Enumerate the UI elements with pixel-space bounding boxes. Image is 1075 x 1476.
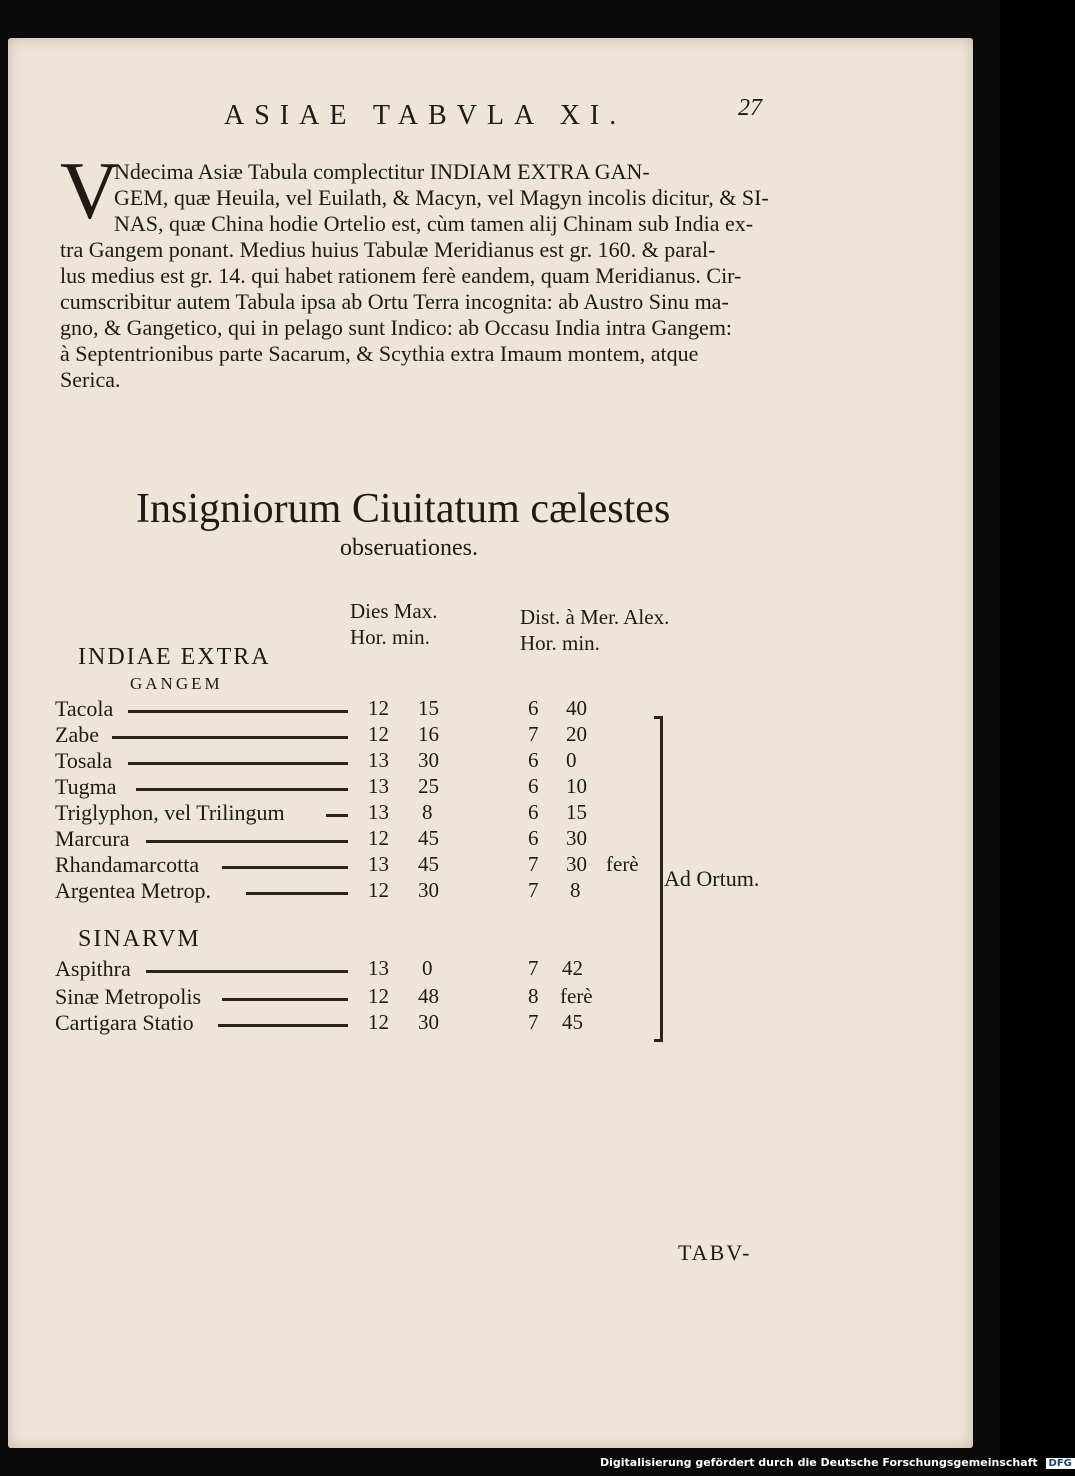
- catchword: TABV-: [678, 1240, 752, 1265]
- dist-minutes: 15: [566, 800, 587, 824]
- dist-minutes: 20: [566, 722, 587, 746]
- leader-line: [222, 866, 348, 869]
- dist-hours: 6: [528, 748, 539, 772]
- leader-line: [128, 710, 348, 713]
- intro-line: à Septentrionibus parte Sacarum, & Scythia extra Imaum montem, atque: [60, 341, 699, 366]
- approx-note: ferè: [606, 852, 639, 876]
- max-hours: 12: [368, 984, 389, 1008]
- city-name: Tacola: [55, 696, 114, 721]
- col2-head-line2: Hor. min.: [520, 631, 600, 655]
- table-row: [0, 826, 1000, 852]
- dist-hours: 7: [528, 722, 539, 746]
- max-hours: 13: [368, 800, 389, 824]
- dist-hours: 6: [528, 826, 539, 850]
- leader-line: [222, 998, 348, 1001]
- running-head: ASIAE TABVLA XI.: [224, 100, 627, 131]
- max-minutes: 15: [418, 696, 439, 720]
- dist-hours: 7: [528, 1010, 539, 1034]
- drop-cap: V: [60, 145, 120, 236]
- max-minutes: 30: [418, 878, 439, 902]
- intro-line: GEM, quæ Heuila, vel Euilath, & Macyn, vel Magyn incolis dicitur, & SI-: [114, 185, 769, 210]
- max-hours: 13: [368, 774, 389, 798]
- dist-hours: 8: [528, 984, 539, 1008]
- dist-hours: 6: [528, 774, 539, 798]
- dfg-logo: DFG: [1046, 1458, 1075, 1469]
- dist-minutes: 8: [570, 878, 581, 902]
- table-row: [0, 852, 1000, 878]
- table-row: [0, 722, 1000, 748]
- group-title-sinarum: SINARVM: [78, 926, 201, 952]
- dist-minutes: 40: [566, 696, 587, 720]
- leader-line: [112, 736, 348, 739]
- group-subtitle-gangem: GANGEM: [130, 674, 223, 693]
- table-row: [0, 774, 1000, 800]
- col1-head-line1: Dies Max.: [350, 599, 438, 623]
- section-title: Insigniorum Ciuitatum cælestes: [136, 486, 671, 532]
- max-hours: 12: [368, 826, 389, 850]
- brace-label: Ad Ortum.: [664, 866, 760, 891]
- max-minutes: 16: [418, 722, 439, 746]
- intro-line: cumscribitur autem Tabula ipsa ab Ortu Terra incognita: ab Austro Sinu ma-: [60, 289, 729, 314]
- city-name: Aspithra: [55, 956, 131, 981]
- max-hours: 12: [368, 722, 389, 746]
- dist-minutes: 30: [566, 826, 587, 850]
- dist-minutes: 0: [566, 748, 577, 772]
- intro-line: tra Gangem ponant. Medius huius Tabulæ Meridianus est gr. 160. & paral-: [60, 237, 716, 262]
- digitization-footer: [600, 1456, 1075, 1469]
- dist-minutes: 30: [566, 852, 587, 876]
- max-hours: 12: [368, 696, 389, 720]
- intro-line: lus medius est gr. 14. qui habet rationem ferè eandem, quam Meridianus. Cir-: [60, 263, 742, 288]
- intro-line: Ndecima Asiæ Tabula complectitur INDIAM EXTRA GAN-: [114, 159, 650, 184]
- dist-hours: 6: [528, 800, 539, 824]
- city-name: Tugma: [55, 774, 117, 799]
- brace: [660, 716, 663, 1042]
- table-row: [0, 956, 1000, 982]
- max-minutes: 45: [418, 852, 439, 876]
- leader-line: [246, 892, 348, 895]
- max-hours: 12: [368, 878, 389, 902]
- group-title-india: INDIAE EXTRA: [78, 644, 271, 670]
- dist-hours: 7: [528, 956, 539, 980]
- max-hours: 13: [368, 748, 389, 772]
- intro-line: Serica.: [60, 367, 121, 392]
- city-name: Tosala: [55, 748, 113, 773]
- brace-tick-bottom: [654, 1039, 662, 1042]
- max-minutes: 0: [422, 956, 433, 980]
- intro-line: NAS, quæ China hodie Ortelio est, cùm tamen alij Chinam sub India ex-: [114, 211, 754, 236]
- table-row: [0, 748, 1000, 774]
- max-minutes: 48: [418, 984, 439, 1008]
- max-hours: 12: [368, 1010, 389, 1034]
- max-minutes: 25: [418, 774, 439, 798]
- city-name: Marcura: [55, 826, 130, 851]
- table-row: [0, 696, 1000, 722]
- dist-minutes: 42: [562, 956, 583, 980]
- col2-head-line1: Dist. à Mer. Alex.: [520, 605, 670, 629]
- city-name: Rhandamarcotta: [55, 852, 200, 877]
- dist-hours: 7: [528, 878, 539, 902]
- leader-line: [146, 840, 348, 843]
- max-minutes: 8: [422, 800, 433, 824]
- table-row: [0, 984, 1000, 1010]
- city-name: Zabe: [55, 722, 99, 747]
- max-minutes: 30: [418, 748, 439, 772]
- city-name: Triglyphon, vel Trilingum: [55, 800, 285, 825]
- dist-minutes: ferè: [560, 984, 593, 1008]
- page-number: 27: [738, 95, 762, 121]
- dist-minutes: 45: [562, 1010, 583, 1034]
- leader-line: [326, 814, 348, 817]
- leader-line: [136, 788, 348, 791]
- dist-minutes: 10: [566, 774, 587, 798]
- leader-line: [128, 762, 348, 765]
- leader-line: [146, 970, 348, 973]
- intro-line: gno, & Gangetico, qui in pelago sunt Indico: ab Occasu India intra Gangem:: [60, 315, 733, 340]
- max-minutes: 30: [418, 1010, 439, 1034]
- max-minutes: 45: [418, 826, 439, 850]
- max-hours: 13: [368, 852, 389, 876]
- leader-line: [218, 1024, 348, 1027]
- brace-tick-top: [654, 716, 662, 719]
- dist-hours: 7: [528, 852, 539, 876]
- footer-text: Digitalisierung gefördert durch die Deutsche Forschungsgemeinschaft: [600, 1456, 1038, 1469]
- city-name: Cartigara Statio: [55, 1010, 194, 1035]
- table-row: [0, 1010, 1000, 1036]
- dist-hours: 6: [528, 696, 539, 720]
- col1-head-line2: Hor. min.: [350, 625, 430, 649]
- table-row: [0, 800, 1000, 826]
- max-hours: 13: [368, 956, 389, 980]
- table-row: [0, 878, 1000, 904]
- city-name: Sinæ Metropolis: [55, 984, 202, 1009]
- section-subtitle: obseruationes.: [340, 535, 478, 561]
- city-name: Argentea Metrop.: [55, 878, 211, 903]
